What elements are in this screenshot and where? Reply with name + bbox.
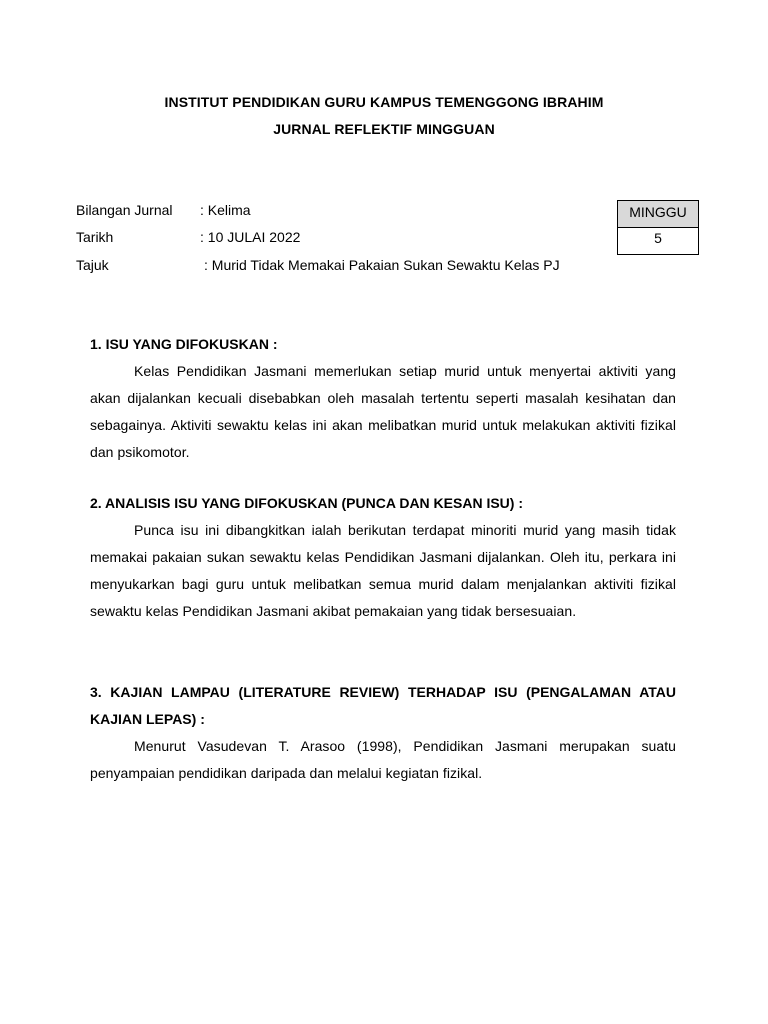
date-value: : 10 JULAI 2022 bbox=[200, 229, 301, 245]
topic-label: Tajuk bbox=[76, 257, 109, 273]
journal-title: JURNAL REFLEKTIF MINGGUAN bbox=[273, 121, 495, 137]
section-issue-analysis bbox=[90, 490, 676, 625]
section-body: Punca isu ini dibangkitkan ialah berikutan terdapat minoriti murid yang masih tidak memakai pakaian sukan sewaktu kelas Pendidikan Jasmani dijalankan. Oleh itu, perkara ini menyukarkan bagi guru untuk melibatkan semua murid dalam menjalankan aktiviti fizikal sewaktu kelas Pendidikan Jasmani akibat pemakaian yang tidak bersesuaian. bbox=[90, 522, 676, 619]
week-box bbox=[617, 200, 699, 255]
institution-title: INSTITUT PENDIDIKAN GURU KAMPUS TEMENGGONG IBRAHIM bbox=[164, 94, 604, 110]
journal-number-label: Bilangan Jurnal bbox=[76, 202, 173, 218]
topic-value: : Murid Tidak Memakai Pakaian Sukan Sewaktu Kelas PJ bbox=[204, 257, 560, 273]
section-heading: 1. ISU YANG DIFOKUSKAN : bbox=[90, 336, 278, 352]
week-label: MINGGU bbox=[618, 201, 698, 228]
journal-number-value: : Kelima bbox=[200, 202, 251, 218]
section-heading: 2. ANALISIS ISU YANG DIFOKUSKAN (PUNCA DAN KESAN ISU) : bbox=[90, 495, 524, 511]
section-body: Kelas Pendidikan Jasmani memerlukan setiap murid untuk menyertai aktiviti yang akan dijalankan kecuali disebabkan oleh masalah tertentu seperti masalah kesihatan dan sebagainya. Aktiviti sewaktu kelas ini akan melibatkan murid untuk melakukan aktiviti fizikal dan psikomotor. bbox=[90, 363, 676, 460]
week-value: 5 bbox=[654, 230, 662, 246]
section-body: Menurut Vasudevan T. Arasoo (1998), Pendidikan Jasmani merupakan suatu penyampaian pendidikan daripada dan melalui kegiatan fizikal. bbox=[90, 738, 676, 781]
section-heading: 3. KAJIAN LAMPAU (LITERATURE REVIEW) TERHADAP ISU (PENGALAMAN ATAU KAJIAN LEPAS) : bbox=[90, 684, 676, 727]
date-label: Tarikh bbox=[76, 229, 114, 245]
section-literature-review bbox=[90, 679, 676, 787]
section-issue-focus bbox=[90, 331, 676, 466]
